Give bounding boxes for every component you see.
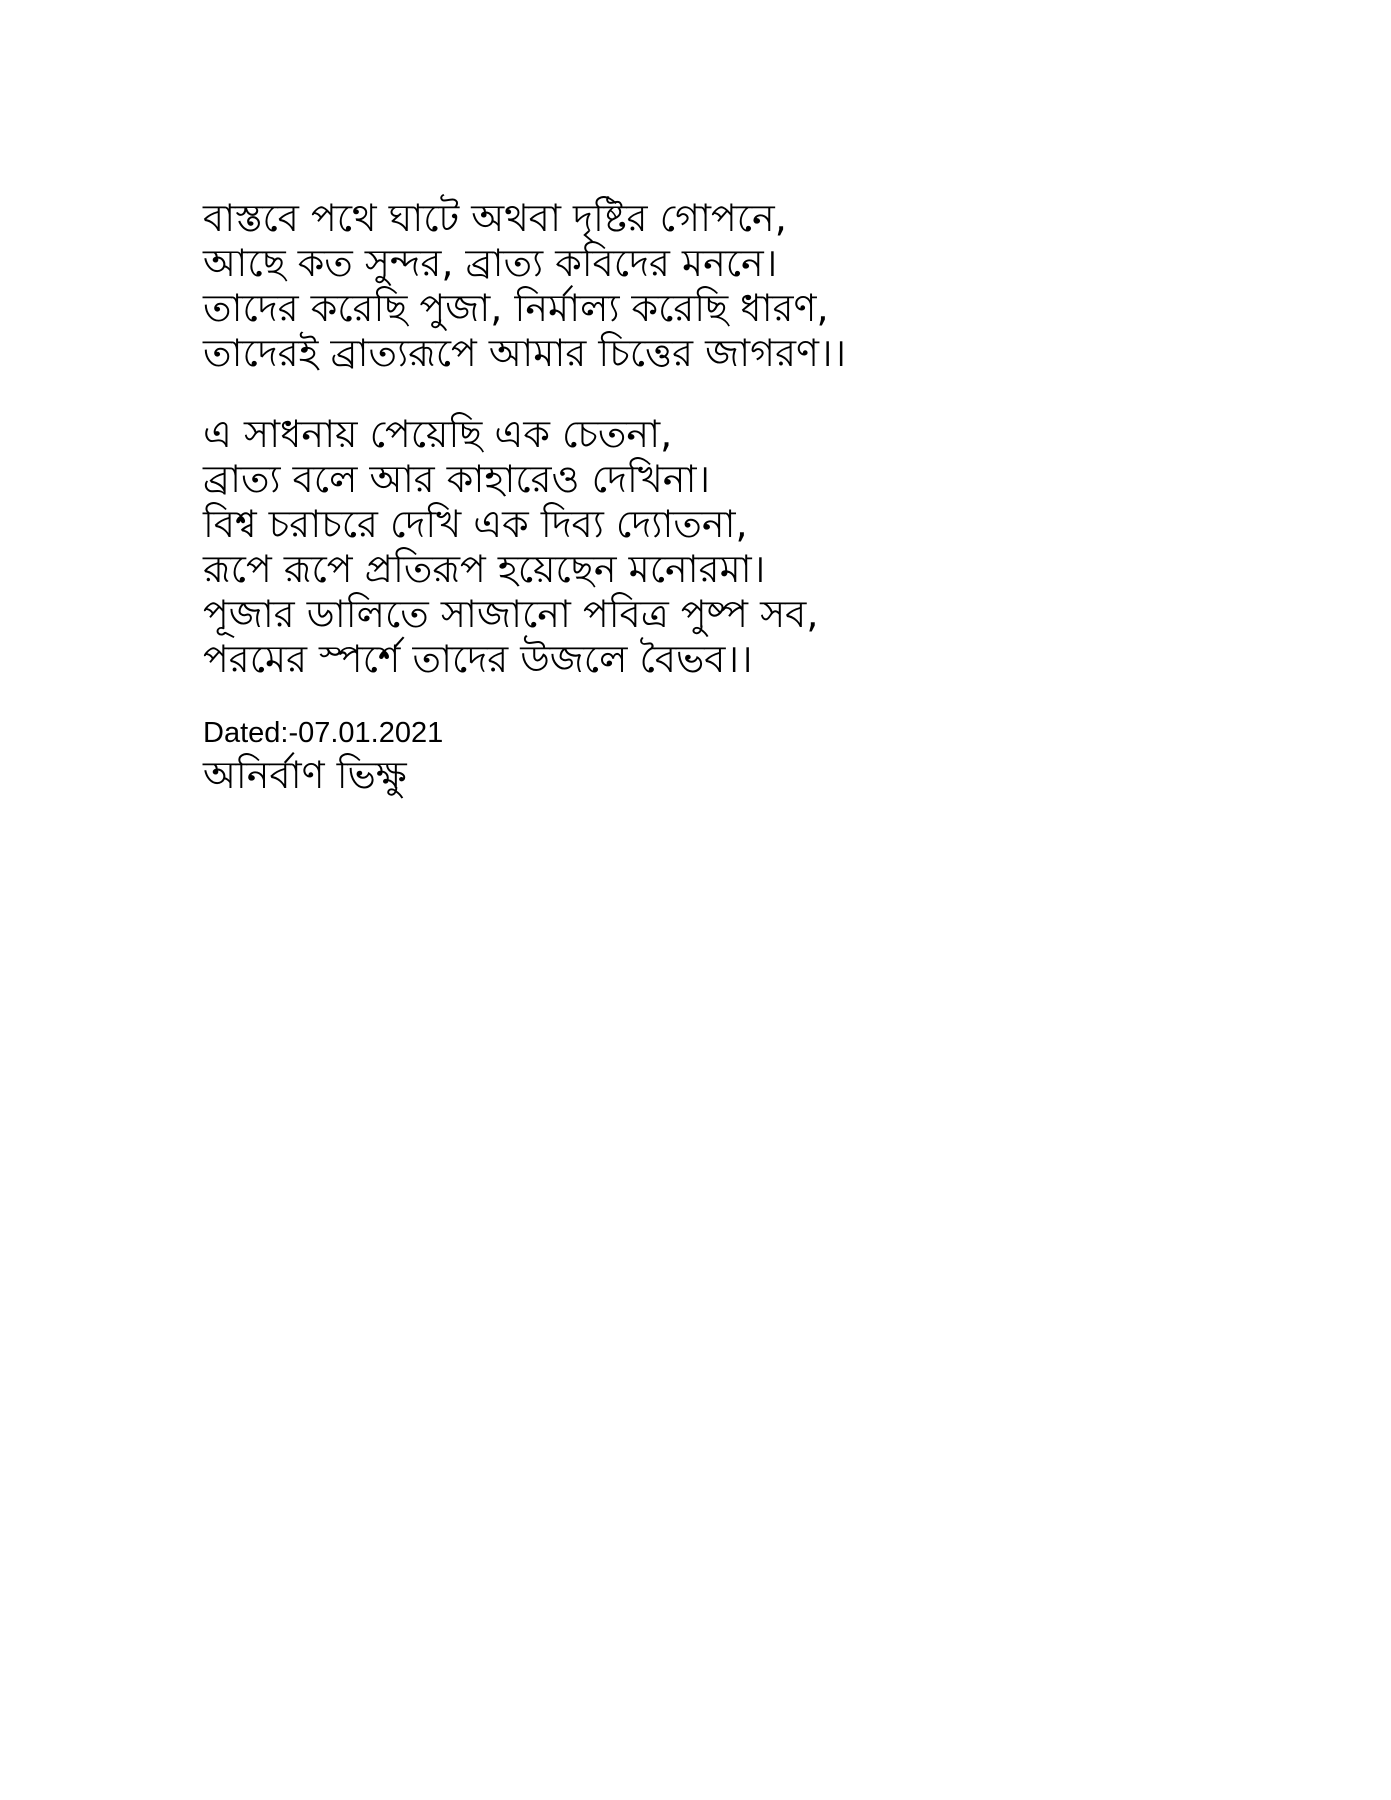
poem-line: এ সাধনায় পেয়েছি এক চেতনা, [203,412,673,456]
author-name: অনির্বাণ ভিক্ষু [203,753,407,797]
poem-line: বাস্তবে পথে ঘাটে অথবা দৃষ্টির গোপনে, [203,196,787,240]
poem-line: বিশ্ব চরাচরে দেখি এক দিব্য দ্যোতনা, [203,502,748,546]
poem-line: পূজার ডালিতে সাজানো পবিত্র পুষ্প সব, [203,592,819,636]
poem-line: ব্রাত্য বলে আর কাহারেও দেখিনা। [203,457,711,501]
poem-line: রূপে রূপে প্রতিরূপ হয়েছেন মনোরমা। [203,547,766,591]
poem-line: তাদেরই ব্রাত্যরূপে আমার চিত্তের জাগরণ।। [203,331,847,375]
poem-line: আছে কত সুন্দর, ব্রাত্য কবিদের মননে। [203,241,778,285]
poem [203,196,1203,798]
poem-line: পরমের স্পর্শে তাদের উজলে বৈভব।। [203,637,753,681]
date-line: Dated:-07.01.2021 [203,717,444,749]
poem-line: তাদের করেছি পুজা, নির্মাল্য করেছি ধারণ, [203,286,829,330]
stanza-1 [203,196,1203,376]
stanza-2 [203,412,1203,682]
